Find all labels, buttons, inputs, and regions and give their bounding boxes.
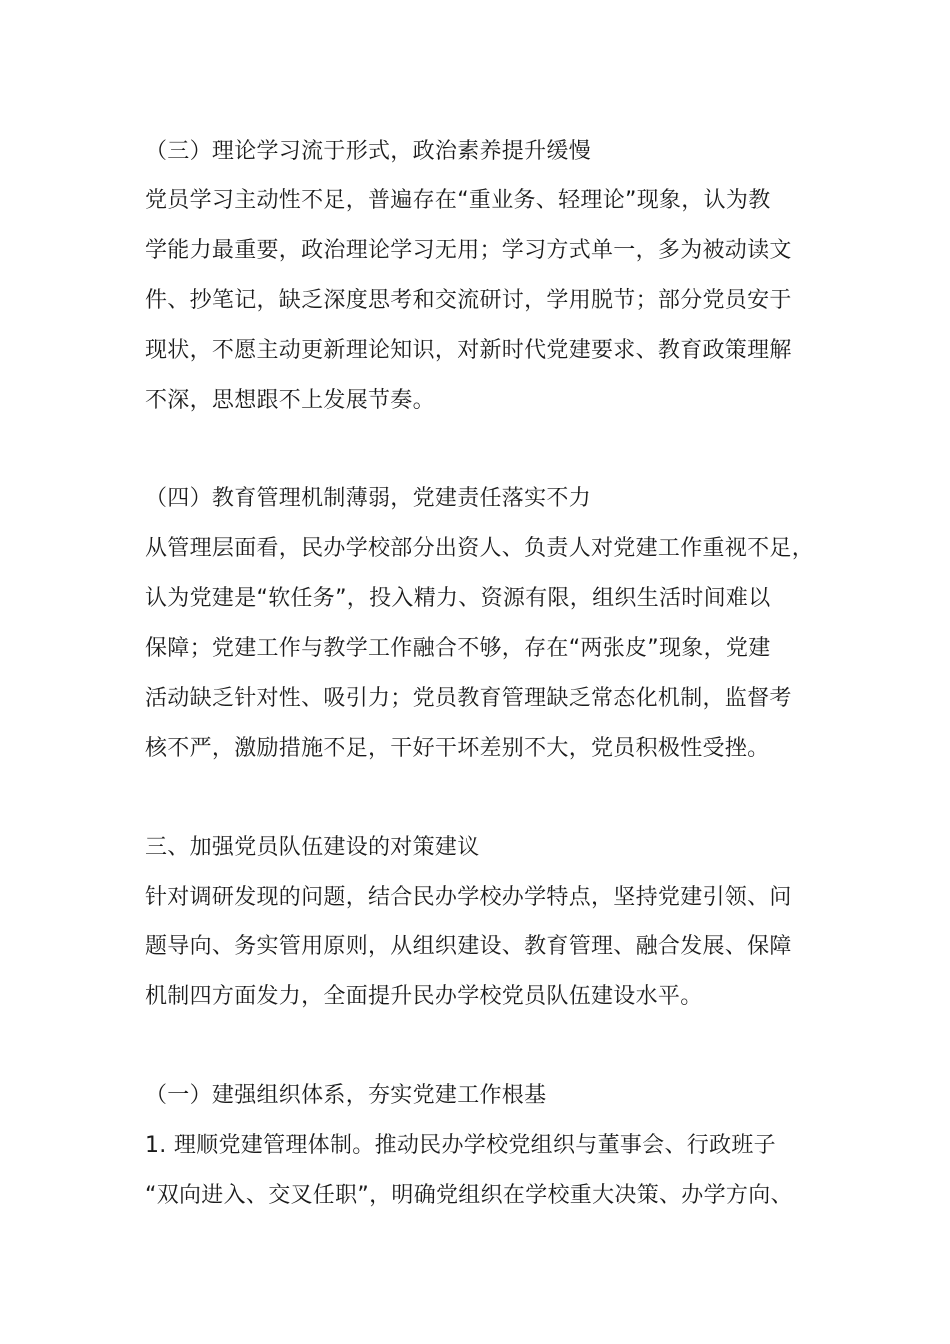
paragraph-line: 件、抄笔记，缺乏深度思考和交流研讨，学用脱节；部分党员安于 [145,288,792,313]
paragraph-line: 活动缺乏针对性、吸引力；党员教育管理缺乏常态化机制，监督考 [145,686,792,711]
section-heading: （一）建强组织体系，夯实党建工作根基 [145,1083,547,1108]
paragraph-line: 机制四方面发力，全面提升民办学校党员队伍建设水平。 [145,984,703,1009]
section-heading: （四）教育管理机制薄弱，党建责任落实不力 [145,486,592,511]
paragraph-line: 从管理层面看，民办学校部分出资人、负责人对党建工作重视不足， [145,536,815,561]
paragraph-line: 学能力最重要，政治理论学习无用；学习方式单一，多为被动读文 [145,238,792,263]
paragraph-line: 现状，不愿主动更新理论知识，对新时代党建要求、教育政策理解 [145,338,792,363]
paragraph-line: 题导向、务实管用原则，从组织建设、教育管理、融合发展、保障 [145,934,792,959]
chapter-heading: 三、加强党员队伍建设的对策建议 [145,835,480,860]
paragraph-line: 核不严，激励措施不足，干好干坏差别不大，党员积极性受挫。 [145,736,770,761]
paragraph-line: 不深，思想跟不上发展节奏。 [145,388,435,413]
paragraph-line: 保障；党建工作与教学工作融合不够，存在“两张皮”现象，党建 [145,636,771,661]
section-heading: （三）理论学习流于形式，政治素养提升缓慢 [145,139,592,164]
paragraph-line: 党员学习主动性不足，普遍存在“重业务、轻理论”现象，认为教 [145,188,771,213]
paragraph-line: 针对调研发现的问题，结合民办学校办学特点，坚持党建引领、问 [145,885,792,910]
paragraph-line: 1. 理顺党建管理体制。推动民办学校党组织与董事会、行政班子 [145,1133,776,1158]
paragraph-line: 认为党建是“软任务”，投入精力、资源有限，组织生活时间难以 [145,586,771,611]
paragraph-line: “双向进入、交叉任职”，明确党组织在学校重大决策、办学方向、 [145,1183,793,1208]
